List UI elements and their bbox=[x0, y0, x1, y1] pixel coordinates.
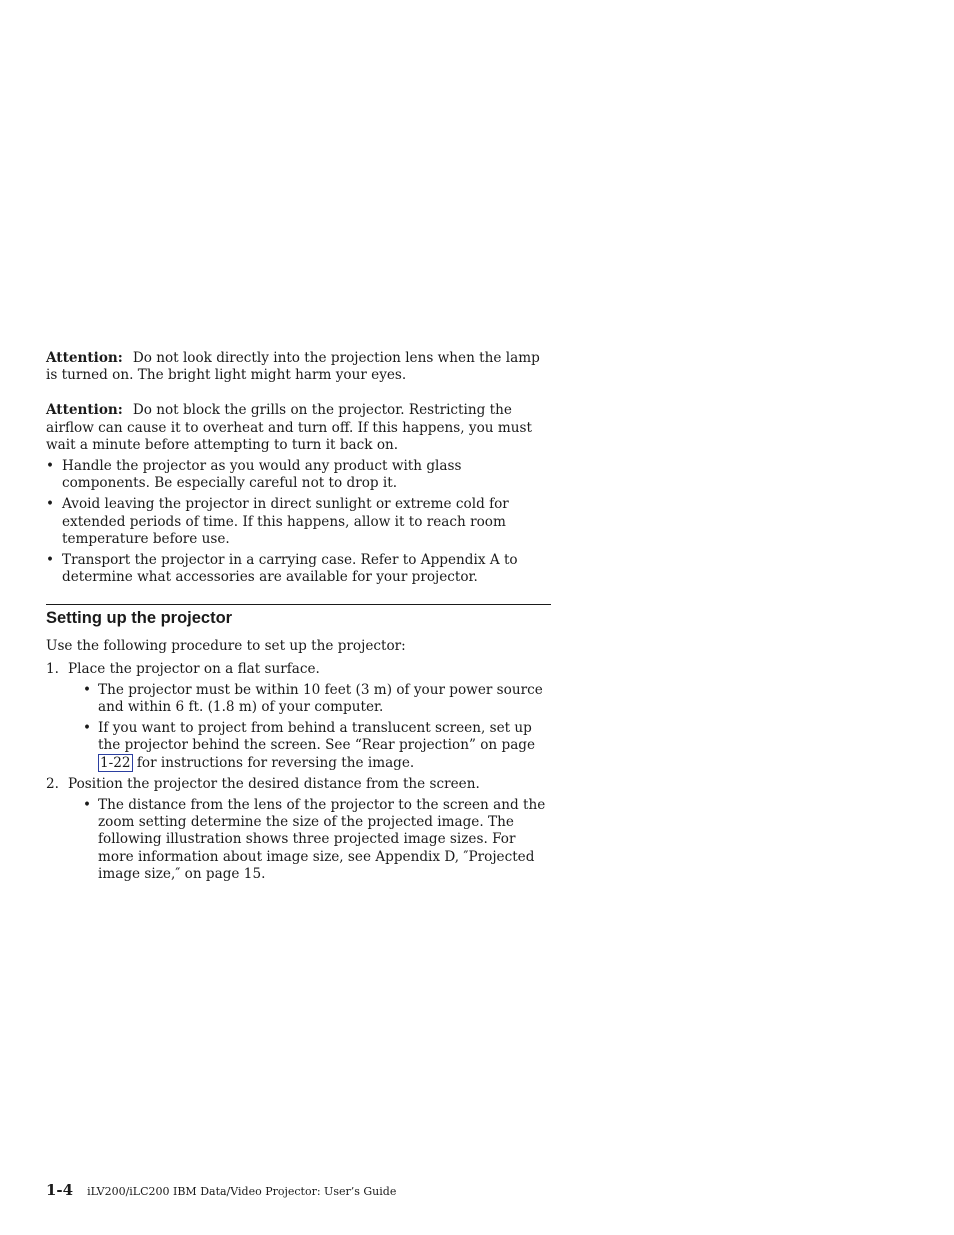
attention-notice-lens bbox=[46, 350, 551, 384]
page-link-1-22[interactable]: 1-22 bbox=[100, 754, 131, 771]
section-heading: Setting up the projector bbox=[46, 609, 233, 628]
procedure-step bbox=[46, 776, 551, 883]
page-footer bbox=[46, 1180, 396, 1202]
section-divider bbox=[46, 604, 551, 605]
list-item: • Avoid leaving the projector in direct sunlight or extreme cold for extended periods of time. If this happens, allow it to reach room temperature before use. bbox=[46, 496, 509, 547]
attention-text: Do not look directly into the projection lens when the lamp is turned on. The bright light might harm your eyes. bbox=[46, 350, 540, 384]
bullet-icon: • bbox=[83, 720, 92, 737]
list-item: • The projector must be within 10 feet (3 m) of your power source and within 6 ft. (1.8 m) of your computer. bbox=[83, 681, 543, 716]
list-item: • The distance from the lens of the projector to the screen and the zoom setting determine the size of the projected image. The following illustration shows three projected image sizes. For more information about image size, see Appendix D, ″Projected image size,″ on page 15. bbox=[83, 797, 546, 882]
bullet-icon: • bbox=[46, 458, 55, 475]
step-number: 1. bbox=[46, 660, 59, 677]
section-intro: Use the following procedure to set up the projector: bbox=[46, 638, 406, 655]
step-text: Position the projector the desired distance from the screen. bbox=[68, 775, 480, 792]
procedure-step bbox=[46, 661, 551, 772]
attention-label: Attention: bbox=[46, 350, 123, 366]
attention-text: Do not block the grills on the projector. Restricting the airflow can cause it to overheat and turn off. If this happens, you must wait a minute before attempting to turn it back on. bbox=[46, 402, 532, 453]
document-title: iLV200/iLC200 IBM Data/Video Projector: User’s Guide bbox=[87, 1185, 397, 1198]
attention-notice-grills bbox=[46, 402, 551, 454]
step-number: 2. bbox=[46, 775, 59, 792]
bullet-icon: • bbox=[83, 797, 92, 814]
list-item: • If you want to project from behind a translucent screen, set up the projector behind the screen. See “Rear projection” on page 1-22 for instructions for reversing the image. bbox=[83, 720, 536, 771]
bullet-icon: • bbox=[83, 681, 92, 698]
handling-bullet-list bbox=[46, 458, 551, 586]
step-text: Place the projector on a flat surface. bbox=[68, 660, 320, 677]
step-sub-list bbox=[68, 797, 551, 883]
attention-label: Attention: bbox=[46, 402, 123, 419]
bullet-icon: • bbox=[46, 552, 55, 569]
procedure-steps bbox=[46, 661, 551, 883]
list-item: • Transport the projector in a carrying case. Refer to Appendix A to determine what accessories are available for your projector. bbox=[46, 552, 518, 586]
bullet-icon: • bbox=[46, 496, 55, 513]
page-number: 1-4 bbox=[46, 1181, 74, 1199]
list-item: • Handle the projector as you would any product with glass components. Be especially careful not to drop it. bbox=[46, 458, 462, 492]
step-sub-list bbox=[68, 682, 551, 772]
page-content bbox=[46, 350, 551, 887]
